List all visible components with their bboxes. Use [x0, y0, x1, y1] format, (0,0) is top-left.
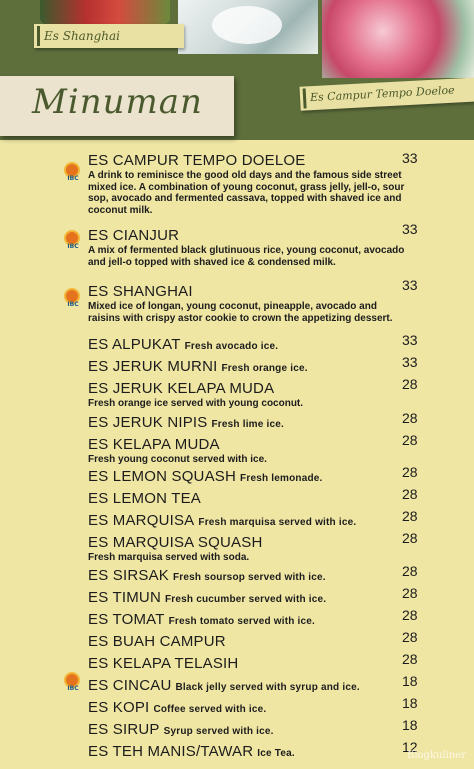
item-description: Black jelly served with syrup and ice.: [175, 682, 360, 693]
item-name: ES TEH MANIS/TAWAR: [88, 743, 254, 760]
item-name: ES JERUK MURNI: [88, 358, 218, 375]
item-description: Fresh marquisa served with soda.: [88, 552, 250, 563]
item-name: ES MARQUISA: [88, 512, 195, 529]
item-name: ES KOPI: [88, 699, 150, 716]
item-description: Coffee served with ice.: [153, 704, 267, 715]
item-price: 28: [402, 607, 418, 623]
item-description: Fresh marquisa served with ice.: [198, 517, 357, 528]
item-price: 28: [402, 585, 418, 601]
badge-text: IBC: [67, 301, 79, 308]
item-name-line: [88, 414, 408, 434]
item-description: A drink to reminisce the good old days and the famous side street mixed ice. A combination of young coconut, grass jelly, jell-o, sour sop, avocado and fermented cassava, topped with shaved ice and coconut milk.: [88, 170, 405, 216]
item-description: Fresh lime ice.: [211, 419, 284, 430]
menu-item: [88, 655, 408, 673]
item-name: ES SIRUP: [88, 721, 160, 738]
menu-item: [88, 721, 408, 741]
item-name: ES TIMUN: [88, 589, 161, 606]
item-name: ES JERUK KELAPA MUDA: [88, 380, 275, 397]
item-name: ES MARQUISA SQUASH: [88, 534, 263, 551]
item-price: 33: [402, 354, 418, 370]
menu-item: [88, 358, 408, 378]
menu-item: [88, 414, 408, 434]
item-description: Fresh tomato served with ice.: [168, 616, 316, 627]
item-name: ES LEMON SQUASH: [88, 468, 237, 485]
ibc-badge-icon: [64, 290, 82, 308]
item-price: 33: [402, 277, 418, 293]
item-price: 18: [402, 695, 418, 711]
item-name: ES TOMAT: [88, 611, 165, 628]
caption-left-text: Es Shanghai: [44, 29, 120, 43]
item-price: 28: [402, 432, 418, 448]
item-description: Fresh lemonade.: [240, 473, 323, 484]
item-description: A mix of fermented black glutinuous rice, young coconut, avocado and jell-o topped with shaved ice & condensed milk.: [88, 245, 405, 268]
item-name-line: [88, 611, 408, 631]
item-price: 28: [402, 376, 418, 392]
item-name: ES LEMON TEA: [88, 490, 201, 507]
item-description: Fresh orange ice.: [221, 363, 308, 374]
item-price: 28: [402, 651, 418, 667]
item-price: 33: [402, 332, 418, 348]
menu-item: [88, 611, 408, 631]
menu-item: [88, 743, 408, 763]
item-description: Fresh orange ice served with young coconut.: [88, 398, 304, 409]
menu-item: [88, 436, 408, 466]
item-description: Ice Tea.: [257, 748, 295, 759]
item-price: 28: [402, 530, 418, 546]
item-name-line: [88, 512, 408, 532]
item-name: ES BUAH CAMPUR: [88, 633, 226, 650]
item-name-line: [88, 743, 408, 763]
badge-text: IBC: [67, 175, 79, 182]
badge-text: IBC: [67, 243, 79, 250]
menu-item: [88, 283, 408, 324]
item-price: 18: [402, 717, 418, 733]
item-name: ES KELAPA MUDA: [88, 436, 220, 453]
menu-item: [88, 227, 408, 268]
menu-item: [88, 567, 408, 587]
item-description: Mixed ice of longan, young coconut, pineapple, avocado and raisins with crispy astor cookie to crown the appetizing dessert.: [88, 301, 393, 324]
item-name: ES JERUK NIPIS: [88, 414, 208, 431]
item-name: ES CINCAU: [88, 677, 172, 694]
item-price: 28: [402, 486, 418, 502]
item-name-line: [88, 677, 408, 697]
badge-text: IBC: [67, 685, 79, 692]
item-price: 33: [402, 221, 418, 237]
item-description: Fresh cucumber served with ice.: [165, 594, 327, 605]
watermark: Blogkuliner: [406, 750, 466, 761]
item-name: ES CIANJUR: [88, 227, 180, 244]
menu-item: [88, 589, 408, 609]
item-price: 12: [402, 739, 418, 755]
item-price: 28: [402, 563, 418, 579]
item-name: ES ALPUKAT: [88, 336, 181, 353]
item-price: 33: [402, 150, 418, 166]
caption-right-text: Es Campur Tempo Doeloe: [309, 83, 455, 105]
item-description: Fresh avocado ice.: [184, 341, 279, 352]
item-name-line: [88, 468, 408, 488]
item-name-line: [88, 358, 408, 378]
item-price: 28: [402, 508, 418, 524]
section-title: Minuman: [32, 82, 203, 122]
menu-item: [88, 633, 408, 651]
item-name-line: [88, 567, 408, 587]
item-name: ES CAMPUR TEMPO DOELOE: [88, 152, 306, 169]
item-price: 18: [402, 673, 418, 689]
menu-item: [88, 699, 408, 719]
item-name: ES SIRSAK: [88, 567, 169, 584]
menu-item: [88, 380, 408, 410]
menu-item: [88, 534, 408, 564]
item-name: ES KELAPA TELASIH: [88, 655, 239, 672]
item-price: 28: [402, 464, 418, 480]
item-name-line: [88, 336, 408, 356]
item-name-line: [88, 721, 408, 741]
item-description: Fresh soursop served with ice.: [173, 572, 326, 583]
menu-item: [88, 152, 408, 216]
menu-item: [88, 468, 408, 488]
item-description: Fresh young coconut served with ice.: [88, 454, 267, 465]
ibc-badge-icon: [64, 674, 82, 692]
menu-item: [88, 336, 408, 356]
item-price: 28: [402, 629, 418, 645]
item-description: Syrup served with ice.: [163, 726, 274, 737]
menu-item: [88, 490, 408, 508]
item-name-line: [88, 699, 408, 719]
menu-item: [88, 677, 408, 697]
item-name: ES SHANGHAI: [88, 283, 193, 300]
item-name-line: [88, 589, 408, 609]
ibc-badge-icon: [64, 232, 82, 250]
menu-item: [88, 512, 408, 532]
ibc-badge-icon: [64, 164, 82, 182]
item-price: 28: [402, 410, 418, 426]
